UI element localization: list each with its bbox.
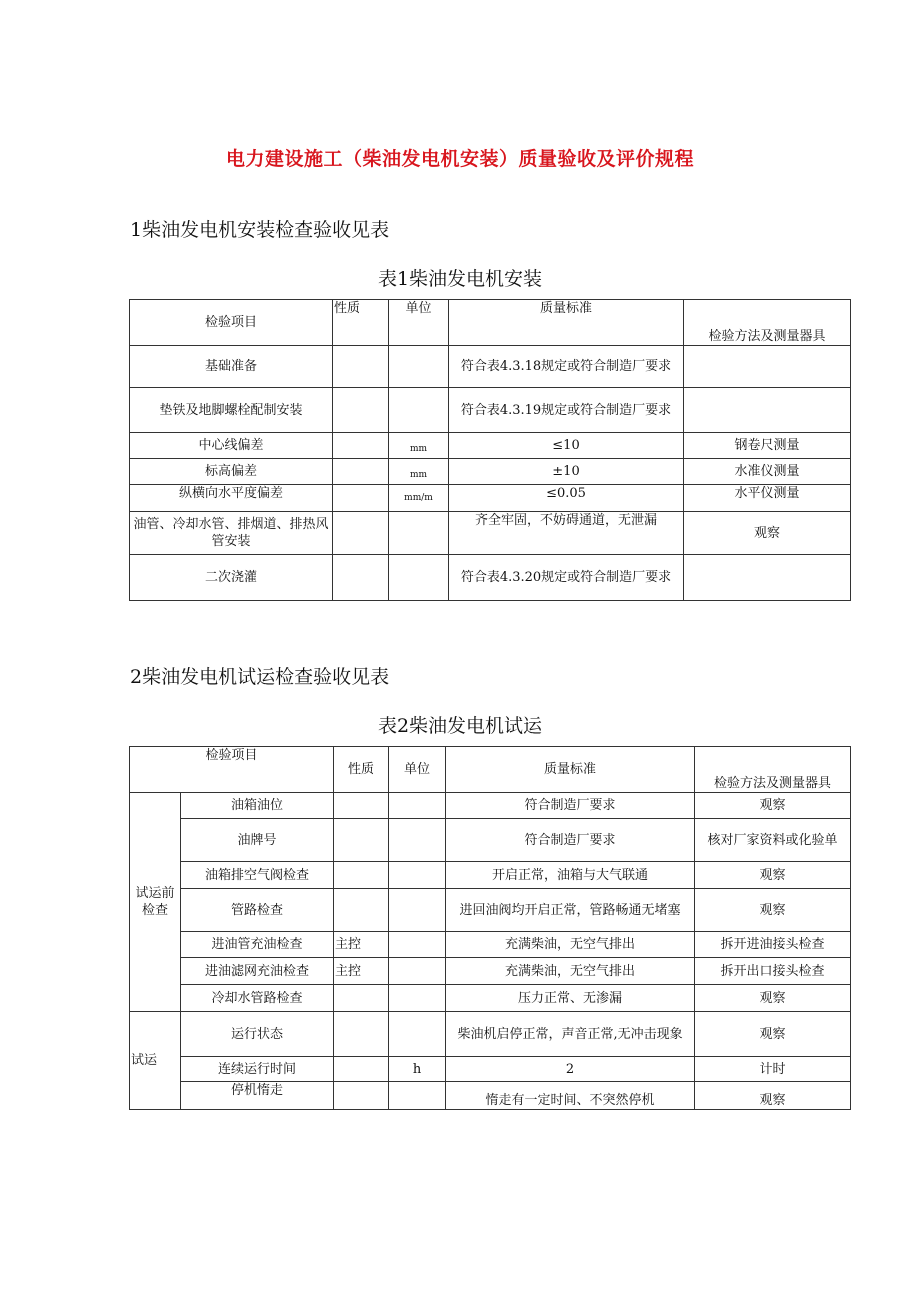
standard-cell: 符合表4.3.20规定或符合制造厂要求 [449,555,684,601]
nature-cell [334,862,389,889]
nature-cell: 主控 [334,958,389,985]
nature-cell [333,459,389,485]
standard-cell: 开启正常，油箱与大气联通 [446,862,695,889]
header-cell: 检验项目 [130,747,334,793]
method-cell: 拆开出口接头检查 [695,958,851,985]
nature-cell [334,793,389,819]
table-row [130,346,851,388]
header-cell: 单位 [389,747,446,793]
nature-cell [333,346,389,388]
unit-cell [389,958,446,985]
section-2-heading: 2柴油发电机试运检查验收见表 [130,666,390,688]
header-cell: 质量标准 [449,300,684,346]
method-cell: 计时 [695,1057,851,1082]
item-cell: 管路检查 [181,889,334,932]
method-cell: 水平仪测量 [684,485,851,512]
method-cell [684,555,851,601]
nature-cell [333,433,389,459]
table-row [130,985,851,1012]
standard-cell: 符合表4.3.19规定或符合制造厂要求 [449,388,684,433]
nature-cell [333,512,389,555]
standard-cell: 压力正常、无渗漏 [446,985,695,1012]
table-row [130,958,851,985]
method-cell: 观察 [695,793,851,819]
nature-cell [334,889,389,932]
unit-cell [389,862,446,889]
item-cell: 进油滤网充油检查 [181,958,334,985]
method-cell: 拆开进油接头检查 [695,932,851,958]
unit-cell: mm [389,459,449,485]
nature-cell [334,1082,389,1110]
standard-cell: 齐全牢固，不妨碍通道，无泄漏 [449,512,684,555]
standard-cell: 柴油机启停正常，声音正常,无冲击现象 [446,1012,695,1057]
header-cell: 性质 [334,747,389,793]
standard-cell: 符合表4.3.18规定或符合制造厂要求 [449,346,684,388]
nature-cell [333,555,389,601]
item-cell: 停机惰走 [181,1082,334,1110]
group-cell: 试运 [130,1012,181,1110]
group-cell: 试运前检查 [130,793,181,1012]
nature-cell [334,819,389,862]
item-cell: 油箱油位 [181,793,334,819]
method-cell: 核对厂家资料或化验单 [695,819,851,862]
method-cell: 观察 [695,985,851,1012]
document-title: 电力建设施工（柴油发电机安装）质量验收及评价规程 [225,148,694,170]
nature-cell: 主控 [334,932,389,958]
item-cell: 纵横向水平度偏差 [130,485,333,512]
table-row [130,1057,851,1082]
table-row [130,485,851,512]
nature-cell [334,1057,389,1082]
method-cell: 观察 [695,862,851,889]
header-cell: 性质 [333,300,389,346]
unit-cell: mm/m [389,485,449,512]
standard-cell: ≤0.05 [449,485,684,512]
section-1-heading: 1柴油发电机安装检查验收见表 [130,219,390,241]
table-2 [129,746,851,1110]
table-row [130,747,851,793]
item-cell: 油箱排空气阀检查 [181,862,334,889]
table-row [130,300,851,346]
unit-cell: h [389,1057,446,1082]
item-cell: 中心线偏差 [130,433,333,459]
item-cell: 进油管充油检查 [181,932,334,958]
method-cell: 观察 [684,512,851,555]
method-cell: 水准仪测量 [684,459,851,485]
table-row [130,433,851,459]
unit-cell [389,555,449,601]
header-cell: 检验方法及测量器具 [684,300,851,346]
unit-cell [389,1012,446,1057]
unit-cell [389,793,446,819]
header-cell: 检验项目 [130,300,333,346]
unit-cell [389,985,446,1012]
header-cell: 检验方法及测量器具 [695,747,851,793]
item-cell: 运行状态 [181,1012,334,1057]
table-row [130,512,851,555]
table-2-caption: 表2柴油发电机试运 [377,715,543,737]
unit-cell [389,889,446,932]
method-cell: 观察 [695,889,851,932]
table-row [130,889,851,932]
header-cell: 质量标准 [446,747,695,793]
item-cell: 二次浇灌 [130,555,333,601]
standard-cell: 充满柴油，无空气排出 [446,958,695,985]
unit-cell: mm [389,433,449,459]
standard-cell: 符合制造厂要求 [446,819,695,862]
table-row [130,555,851,601]
table-row [130,862,851,889]
standard-cell: ≤10 [449,433,684,459]
table-row [130,819,851,862]
table-row [130,388,851,433]
table-row [130,1012,851,1057]
nature-cell [333,388,389,433]
standard-cell: 符合制造厂要求 [446,793,695,819]
method-cell [684,388,851,433]
unit-cell [389,819,446,862]
nature-cell [334,1012,389,1057]
item-cell: 油牌号 [181,819,334,862]
item-cell: 标高偏差 [130,459,333,485]
standard-cell: 进回油阀均开启正常，管路畅通无堵塞 [446,889,695,932]
table-row [130,932,851,958]
unit-cell [389,512,449,555]
nature-cell [334,985,389,1012]
item-cell: 垫铁及地脚螺栓配制安装 [130,388,333,433]
method-cell: 钢卷尺测量 [684,433,851,459]
unit-cell [389,932,446,958]
standard-cell: 惰走有一定时间、不突然停机 [446,1082,695,1110]
table-1-caption: 表1柴油发电机安装 [377,268,543,290]
item-cell: 基础准备 [130,346,333,388]
header-cell: 单位 [389,300,449,346]
item-cell: 连续运行时间 [181,1057,334,1082]
unit-cell [389,1082,446,1110]
table-row [130,793,851,819]
nature-cell [333,485,389,512]
item-cell: 油管、冷却水管、排烟道、排热风管安装 [130,512,333,555]
method-cell: 观察 [695,1082,851,1110]
unit-cell [389,388,449,433]
table-1 [129,299,851,601]
standard-cell: ±10 [449,459,684,485]
unit-cell [389,346,449,388]
method-cell: 观察 [695,1012,851,1057]
standard-cell: 充满柴油，无空气排出 [446,932,695,958]
method-cell [684,346,851,388]
standard-cell: 2 [446,1057,695,1082]
table-row [130,1082,851,1110]
table-row [130,459,851,485]
item-cell: 冷却水管路检查 [181,985,334,1012]
